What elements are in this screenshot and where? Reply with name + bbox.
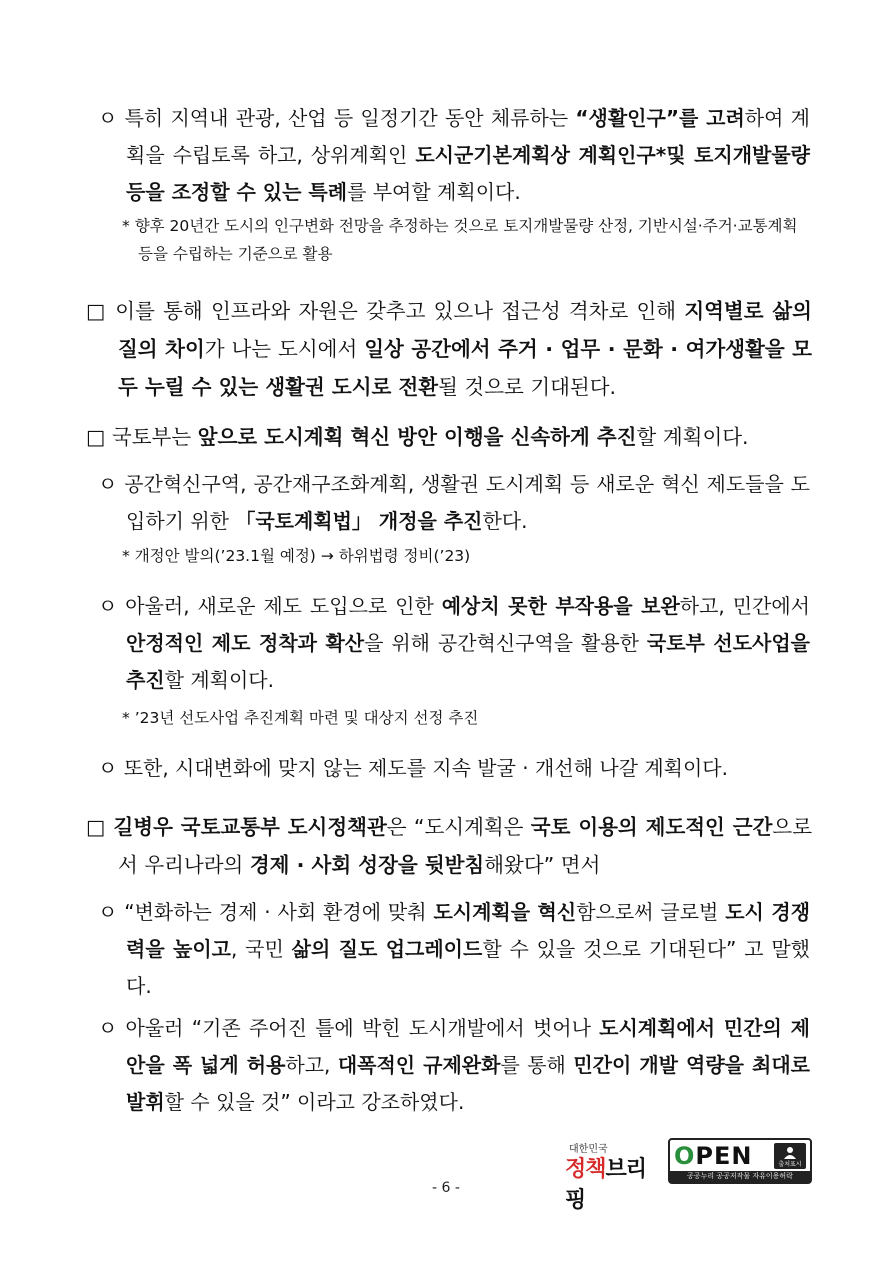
circle-marker: ㅇ <box>98 106 118 130</box>
paragraph-system-improvement: ㅇ 또한, 시대변화에 맞지 않는 제도를 지속 발굴 · 개선해 나갈 계획이다. <box>98 756 728 780</box>
paragraph-living-sphere-city: □ 이를 통해 인프라와 자원은 갖추고 있으나 접근성 격차로 인해 지역별로 삶의 질의 차이가 나는 도시에서 일상 공간에서 주거 · 업무 · 문화 · 여가생활을 모두 누릴 수 있는 생활권 도시로 전환될 것으로 기대된다. <box>86 299 812 399</box>
attribution-person-icon: 출처표시 <box>774 1143 806 1169</box>
note-bill-schedule: * 개정안 발의(’23.1월 예정) → 하위법령 정비(’23) <box>122 547 471 565</box>
note-planned-population: * 향후 20년간 도시의 인구변화 전망을 추정하는 것으로 토지개발물량 산정, 기반시설·주거·교통계획 등을 수립하는 기준으로 활용 <box>122 217 798 263</box>
paragraph-ministry-plan: □ 국토부는 앞으로 도시계획 혁신 방안 이행을 신속하게 추진할 계획이다. <box>86 425 749 449</box>
square-marker: □ <box>86 425 106 449</box>
paragraph-law-revision: ㅇ 공간혁신구역, 공간재구조화계획, 생활권 도시계획 등 새로운 혁신 제도들을 도입하기 위한 「국토계획법」 개정을 추진한다. <box>98 472 810 533</box>
circle-marker: ㅇ <box>98 1016 118 1040</box>
circle-marker: ㅇ <box>98 472 118 496</box>
paragraph-quote-innovation: ㅇ “변화하는 경제 · 사회 환경에 맞춰 도시계획을 혁신함으로써 글로벌 도시 경쟁력을 높이고, 국민 삶의 질도 업그레이드할 수 있을 것으로 기대된다” 고 말했다. <box>98 900 811 998</box>
circle-marker: ㅇ <box>98 900 118 924</box>
paragraph-policy-director-quote: □ 길병우 국토교통부 도시정책관은 “도시계획은 국토 이용의 제도적인 근간으로서 우리나라의 경제 · 사회 성장을 뒷받침해왔다” 면서 <box>86 815 812 877</box>
paragraph-living-population: ㅇ 특히 지역내 관광, 산업 등 일정기간 동안 체류하는 “생활인구”를 고려하여 계획을 수립토록 하고, 상위계획인 도시군기본계획상 계획인구*및 토지개발물량 등을 조정할 수 있는 특례를 부여할 계획이다. <box>98 106 811 204</box>
asterisk-marker: * <box>122 709 130 727</box>
circle-marker: ㅇ <box>98 594 118 618</box>
square-marker: □ <box>86 815 107 839</box>
policy-briefing-logo: 대한민국 정책브리핑 <box>565 1144 647 1213</box>
asterisk-marker: * <box>122 217 130 235</box>
kogl-open-license-logo: OPEN 출처표시 공공누리 공공저작물 자유이용허락 <box>668 1138 812 1184</box>
paragraph-quote-deregulation: ㅇ 아울러 “기존 주어진 틀에 박힌 도시개발에서 벗어나 도시계획에서 민간의 제안을 폭 넓게 허용하고, 대폭적인 규제완화를 통해 민간이 개발 역량을 최대로 발휘할 수 있을 것” 이라고 강조하였다. <box>98 1016 810 1114</box>
paragraph-pilot-projects: ㅇ 아울러, 새로운 제도 도입으로 인한 예상치 못한 부작용을 보완하고, 민간에서 안정적인 제도 정착과 확산을 위해 공간혁신구역을 활용한 국토부 선도사업을 추진할 계획이다. <box>98 594 811 692</box>
circle-marker: ㅇ <box>98 756 118 780</box>
square-marker: □ <box>86 299 108 323</box>
note-pilot-2023: * ’23년 선도사업 추진계획 마련 및 대상지 선정 추진 <box>122 709 479 727</box>
page-number: - 6 - <box>432 1180 460 1196</box>
asterisk-marker: * <box>122 547 130 565</box>
